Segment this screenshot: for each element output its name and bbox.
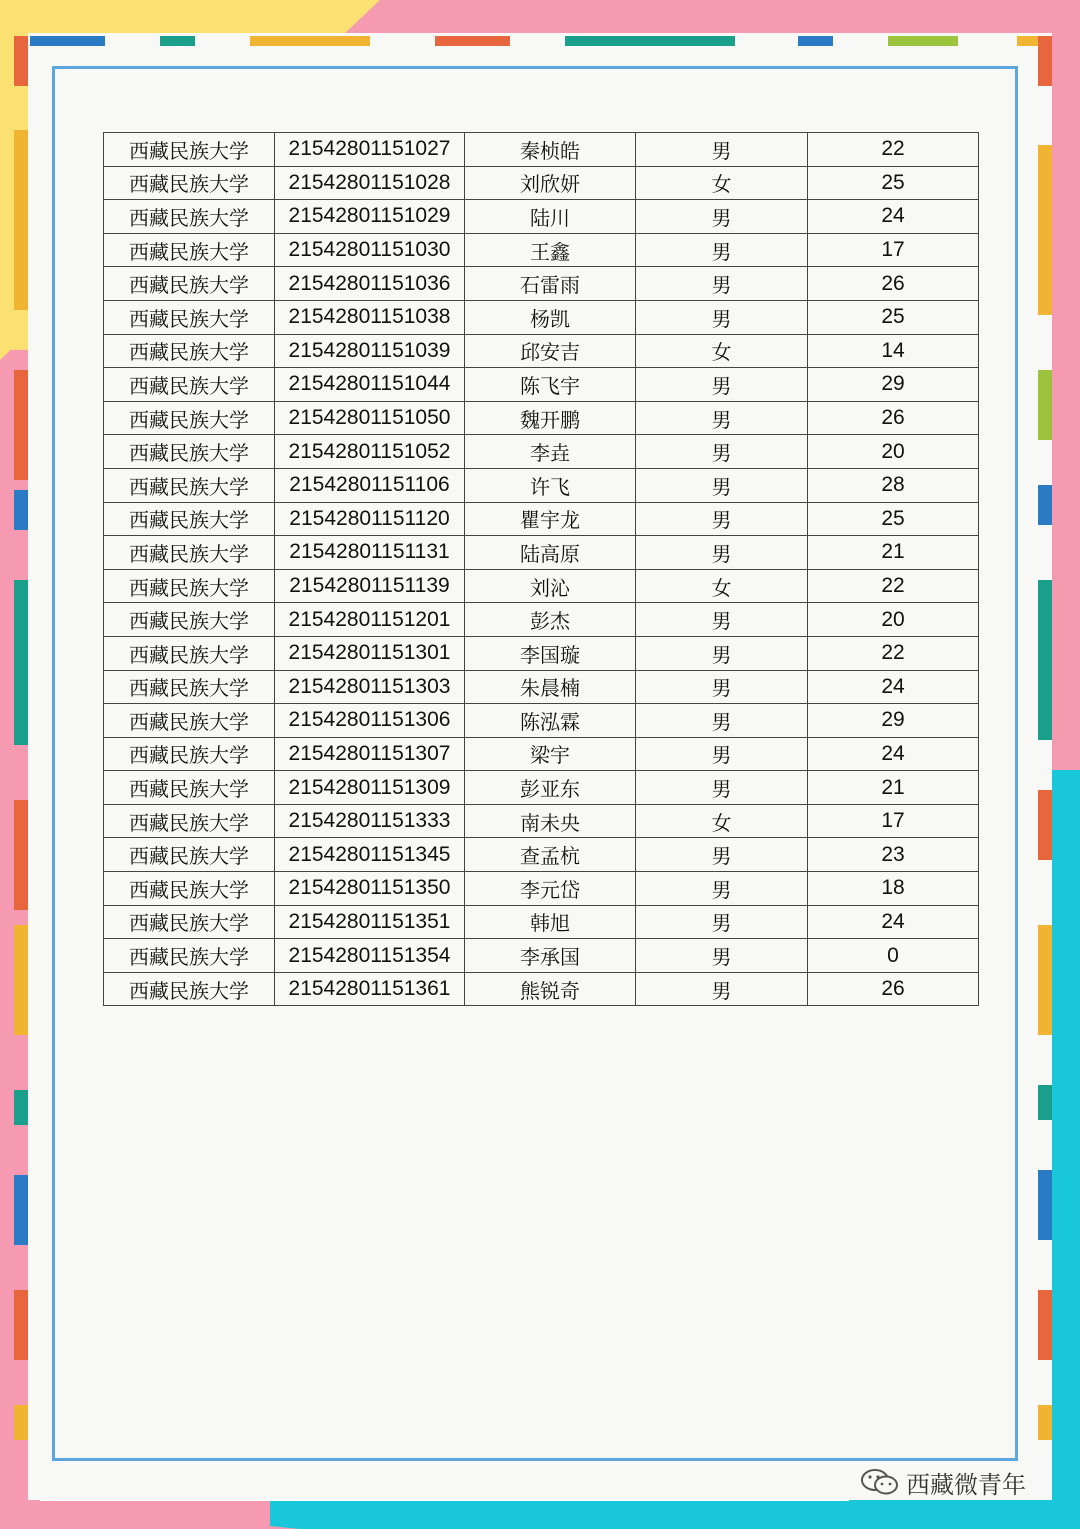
score-cell: 24	[808, 670, 979, 704]
university-cell: 西藏民族大学	[104, 704, 275, 738]
score-cell: 23	[808, 838, 979, 872]
score-cell: 26	[808, 267, 979, 301]
roster-table	[103, 132, 979, 1006]
score-cell: 24	[808, 905, 979, 939]
score-cell: 0	[808, 939, 979, 973]
gender-cell: 女	[636, 569, 808, 603]
decor-dash	[160, 36, 195, 46]
decor-dash	[14, 130, 28, 310]
score-cell: 25	[808, 502, 979, 536]
university-cell: 西藏民族大学	[104, 267, 275, 301]
name-cell: 秦桢皓	[465, 133, 636, 167]
score-cell: 17	[808, 233, 979, 267]
decor-dash	[1038, 485, 1052, 525]
score-cell: 18	[808, 872, 979, 906]
score-cell: 29	[808, 368, 979, 402]
gender-cell: 女	[636, 334, 808, 368]
student-id-cell: 21542801151050	[275, 401, 465, 435]
score-cell: 29	[808, 704, 979, 738]
decor-dash	[1038, 370, 1052, 440]
decor-dash	[14, 925, 28, 1035]
university-cell: 西藏民族大学	[104, 771, 275, 805]
student-id-cell: 21542801151052	[275, 435, 465, 469]
table-row	[104, 872, 979, 906]
name-cell: 邱安吉	[465, 334, 636, 368]
gender-cell: 男	[636, 200, 808, 234]
table-row	[104, 905, 979, 939]
name-cell: 彭亚东	[465, 771, 636, 805]
table-row	[104, 334, 979, 368]
decor-dash	[1038, 1405, 1052, 1440]
decor-dash	[250, 36, 370, 46]
score-cell: 22	[808, 636, 979, 670]
gender-cell: 男	[636, 838, 808, 872]
gender-cell: 女	[636, 804, 808, 838]
decor-dash	[1038, 1085, 1052, 1120]
gender-cell: 男	[636, 133, 808, 167]
decor-dash	[1038, 1170, 1052, 1240]
decor-dash	[798, 36, 833, 46]
name-cell: 陈泓霖	[465, 704, 636, 738]
table-row	[104, 300, 979, 334]
student-id-cell: 21542801151038	[275, 300, 465, 334]
watermark	[860, 1462, 1026, 1502]
score-cell: 21	[808, 536, 979, 570]
table-row	[104, 401, 979, 435]
gender-cell: 男	[636, 233, 808, 267]
name-cell: 李国璇	[465, 636, 636, 670]
student-id-cell: 21542801151036	[275, 267, 465, 301]
watermark-text: 西藏微青年	[906, 1470, 1026, 1499]
score-cell: 25	[808, 300, 979, 334]
score-cell: 21	[808, 771, 979, 805]
table-row	[104, 133, 979, 167]
university-cell: 西藏民族大学	[104, 300, 275, 334]
university-cell: 西藏民族大学	[104, 939, 275, 973]
gender-cell: 男	[636, 636, 808, 670]
score-cell: 20	[808, 435, 979, 469]
decor-dash	[14, 1290, 28, 1360]
gender-cell: 男	[636, 972, 808, 1006]
decor-dash	[30, 36, 105, 46]
gender-cell: 男	[636, 435, 808, 469]
university-cell: 西藏民族大学	[104, 133, 275, 167]
gender-cell: 男	[636, 468, 808, 502]
student-id-cell: 21542801151345	[275, 838, 465, 872]
name-cell: 梁宇	[465, 737, 636, 771]
name-cell: 李垚	[465, 435, 636, 469]
student-id-cell: 21542801151030	[275, 233, 465, 267]
university-cell: 西藏民族大学	[104, 569, 275, 603]
table-row	[104, 939, 979, 973]
score-cell: 24	[808, 737, 979, 771]
university-cell: 西藏民族大学	[104, 233, 275, 267]
decor-dash	[14, 1175, 28, 1245]
student-id-cell: 21542801151307	[275, 737, 465, 771]
name-cell: 李元岱	[465, 872, 636, 906]
university-cell: 西藏民族大学	[104, 737, 275, 771]
score-cell: 26	[808, 401, 979, 435]
decor-dash	[14, 800, 28, 910]
gender-cell: 男	[636, 300, 808, 334]
decor-dash	[1038, 36, 1052, 86]
gender-cell: 男	[636, 401, 808, 435]
university-cell: 西藏民族大学	[104, 536, 275, 570]
decor-pink-right	[1050, 0, 1080, 800]
gender-cell: 女	[636, 166, 808, 200]
university-cell: 西藏民族大学	[104, 804, 275, 838]
student-id-cell: 21542801151303	[275, 670, 465, 704]
table-row	[104, 569, 979, 603]
score-cell: 24	[808, 200, 979, 234]
decor-dash	[435, 36, 510, 46]
name-cell: 王鑫	[465, 233, 636, 267]
decor-dash	[1038, 925, 1052, 1035]
table-row	[104, 267, 979, 301]
table-row	[104, 233, 979, 267]
decor-dash	[14, 580, 28, 745]
roster-body	[104, 133, 979, 1006]
table-row	[104, 368, 979, 402]
gender-cell: 男	[636, 905, 808, 939]
university-cell: 西藏民族大学	[104, 603, 275, 637]
student-id-cell: 21542801151044	[275, 368, 465, 402]
university-cell: 西藏民族大学	[104, 872, 275, 906]
university-cell: 西藏民族大学	[104, 502, 275, 536]
student-id-cell: 21542801151120	[275, 502, 465, 536]
university-cell: 西藏民族大学	[104, 166, 275, 200]
gender-cell: 男	[636, 939, 808, 973]
name-cell: 南未央	[465, 804, 636, 838]
gender-cell: 男	[636, 502, 808, 536]
score-cell: 14	[808, 334, 979, 368]
student-id-cell: 21542801151354	[275, 939, 465, 973]
table-row	[104, 435, 979, 469]
student-id-cell: 21542801151333	[275, 804, 465, 838]
table-row	[104, 804, 979, 838]
gender-cell: 男	[636, 670, 808, 704]
gender-cell: 男	[636, 536, 808, 570]
student-id-cell: 21542801151039	[275, 334, 465, 368]
score-cell: 17	[808, 804, 979, 838]
name-cell: 查孟杭	[465, 838, 636, 872]
name-cell: 陆高原	[465, 536, 636, 570]
gender-cell: 男	[636, 704, 808, 738]
student-id-cell: 21542801151027	[275, 133, 465, 167]
decor-dash	[888, 36, 958, 46]
student-id-cell: 21542801151309	[275, 771, 465, 805]
student-id-cell: 21542801151201	[275, 603, 465, 637]
name-cell: 瞿宇龙	[465, 502, 636, 536]
name-cell: 刘欣妍	[465, 166, 636, 200]
university-cell: 西藏民族大学	[104, 435, 275, 469]
decor-dash	[1038, 145, 1052, 315]
gender-cell: 男	[636, 872, 808, 906]
score-cell: 26	[808, 972, 979, 1006]
table-row	[104, 603, 979, 637]
score-cell: 28	[808, 468, 979, 502]
name-cell: 熊锐奇	[465, 972, 636, 1006]
university-cell: 西藏民族大学	[104, 670, 275, 704]
student-id-cell: 21542801151139	[275, 569, 465, 603]
decor-dash	[14, 1405, 28, 1440]
gender-cell: 男	[636, 267, 808, 301]
table-row	[104, 502, 979, 536]
university-cell: 西藏民族大学	[104, 838, 275, 872]
table-row	[104, 838, 979, 872]
university-cell: 西藏民族大学	[104, 401, 275, 435]
student-id-cell: 21542801151351	[275, 905, 465, 939]
gender-cell: 男	[636, 603, 808, 637]
name-cell: 韩旭	[465, 905, 636, 939]
table-row	[104, 737, 979, 771]
score-cell: 22	[808, 133, 979, 167]
student-id-cell: 21542801151306	[275, 704, 465, 738]
decor-dash	[14, 370, 28, 480]
name-cell: 陈飞宇	[465, 368, 636, 402]
decor-dash	[14, 1090, 28, 1125]
name-cell: 石雷雨	[465, 267, 636, 301]
university-cell: 西藏民族大学	[104, 200, 275, 234]
decor-dash	[1038, 1290, 1052, 1360]
table-row	[104, 536, 979, 570]
table-row	[104, 200, 979, 234]
university-cell: 西藏民族大学	[104, 334, 275, 368]
table-row	[104, 636, 979, 670]
decor-dash	[1038, 580, 1052, 740]
table-row	[104, 670, 979, 704]
university-cell: 西藏民族大学	[104, 368, 275, 402]
name-cell: 许飞	[465, 468, 636, 502]
university-cell: 西藏民族大学	[104, 905, 275, 939]
gender-cell: 男	[636, 771, 808, 805]
student-id-cell: 21542801151131	[275, 536, 465, 570]
decor-dash	[14, 36, 28, 86]
student-id-cell: 21542801151361	[275, 972, 465, 1006]
decor-dash	[1038, 790, 1052, 860]
name-cell: 魏开鹏	[465, 401, 636, 435]
decor-dash	[565, 36, 735, 46]
university-cell: 西藏民族大学	[104, 636, 275, 670]
score-cell: 20	[808, 603, 979, 637]
score-cell: 22	[808, 569, 979, 603]
student-id-cell: 21542801151301	[275, 636, 465, 670]
gender-cell: 男	[636, 368, 808, 402]
name-cell: 陆川	[465, 200, 636, 234]
name-cell: 朱晨楠	[465, 670, 636, 704]
table-row	[104, 771, 979, 805]
table-row	[104, 704, 979, 738]
student-id-cell: 21542801151029	[275, 200, 465, 234]
decor-dash	[14, 490, 28, 530]
score-cell: 25	[808, 166, 979, 200]
table-row	[104, 972, 979, 1006]
wechat-icon	[860, 1467, 900, 1497]
student-id-cell: 21542801151350	[275, 872, 465, 906]
table-row	[104, 468, 979, 502]
name-cell: 李承国	[465, 939, 636, 973]
name-cell: 刘沁	[465, 569, 636, 603]
name-cell: 杨凯	[465, 300, 636, 334]
student-id-cell: 21542801151106	[275, 468, 465, 502]
student-id-cell: 21542801151028	[275, 166, 465, 200]
decor-pink-bottom-corner	[0, 1499, 300, 1529]
name-cell: 彭杰	[465, 603, 636, 637]
gender-cell: 男	[636, 737, 808, 771]
university-cell: 西藏民族大学	[104, 468, 275, 502]
university-cell: 西藏民族大学	[104, 972, 275, 1006]
table-row	[104, 166, 979, 200]
